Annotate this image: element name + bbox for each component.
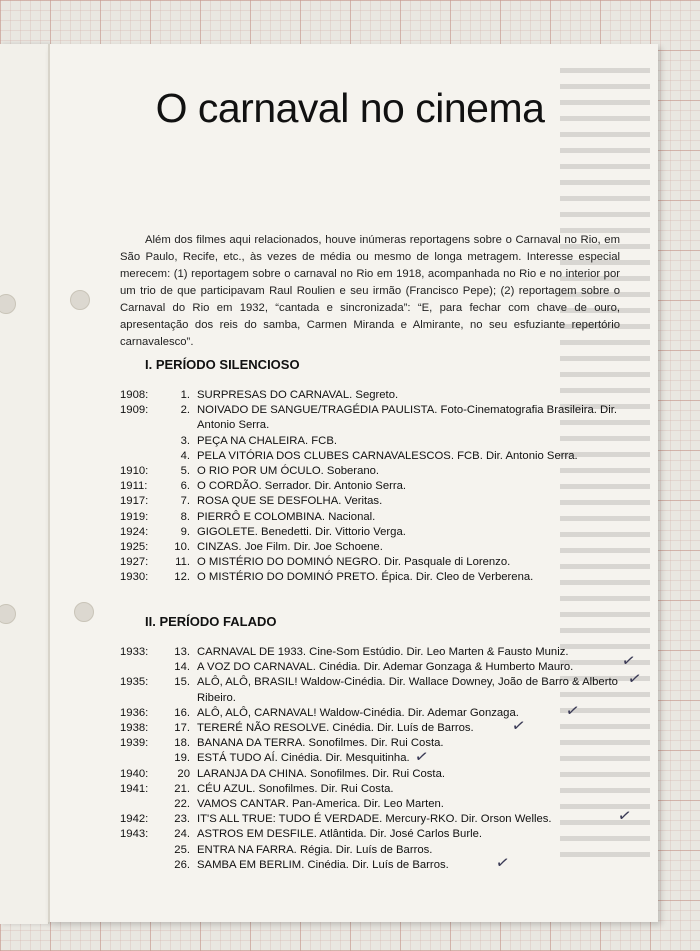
entry-year: 1909: (120, 404, 149, 417)
film-entry (120, 479, 640, 494)
film-entry (120, 494, 640, 509)
punch-hole-bottom (74, 602, 94, 622)
entry-number: 15. (174, 676, 190, 689)
entry-number: 7. (180, 495, 190, 508)
entry-text: ESTÁ TUDO AÍ. Cinédia. Dir. Mesquitinha. (197, 752, 410, 765)
film-entry (120, 706, 640, 721)
entry-number: 20 (177, 767, 190, 780)
intro-paragraph: Além dos filmes aqui relacionados, houve inúmeras reportagens sobre o Carnaval no Rio, em São Paulo, Recife, etc., às vezes de média ou mesmo de longa metragem. Interesse especial merecem: (1) reportagem sobre o carnaval no Rio em 1918, acompanhada no Rio e no interior por um trio de que participavam Raul Roulien e seu irmão (Francisco Pepe); (2) reportagem sobre o Carnaval do Rio em 1932, “cantada e sincronizada”: “E, para fechar com chave de ouro, apresentação dos reis do samba, Carmen Miranda e Almirante, no seu esfuziante repertório carnavalesco”. (120, 234, 620, 348)
entry-number: 24. (174, 828, 190, 841)
entry-text: CINZAS. Joe Film. Dir. Joe Schoene. (197, 541, 383, 554)
film-entry (120, 812, 640, 827)
entry-year: 1933: (120, 646, 149, 658)
entry-year: 1919: (120, 510, 149, 523)
entry-year: 1939: (120, 737, 149, 750)
previous-page-edge (0, 44, 49, 924)
checkmark-icon: ✓ (620, 649, 637, 672)
entry-number: 21. (174, 782, 190, 795)
section-title-silent: I. PERÍODO SILENCIOSO (145, 357, 300, 372)
entry-text: ALÔ, ALÔ, BRASIL! Waldow-Cinédia. Dir. Wallace Downey, João de Barro & Alberto Ribeiro. (197, 676, 618, 704)
entry-text: O RIO POR UM ÓCULO. Soberano. (197, 465, 380, 478)
entry-text: O CORDÃO. Serrador. Dir. Antonio Serra. (197, 480, 407, 493)
entry-number: 23. (174, 813, 190, 826)
film-entry (120, 540, 640, 555)
entry-year: 1924: (120, 525, 149, 538)
entry-number: 13. (174, 646, 190, 658)
entry-number: 5. (180, 465, 190, 478)
film-entry (120, 464, 640, 479)
entry-text: O MISTÉRIO DO DOMINÓ NEGRO. Dir. Pasquale di Lorenzo. (197, 556, 511, 569)
film-entry (120, 570, 640, 585)
sound-period-list (120, 645, 640, 873)
entry-text: SAMBA EM BERLIM. Cinédia. Dir. Luís de Barros. (197, 858, 449, 871)
punch-hole-top (70, 290, 90, 310)
entry-text: CÉU AZUL. Sonofilmes. Dir. Rui Costa. (197, 782, 394, 795)
film-entry (120, 434, 640, 449)
film-entry (120, 449, 640, 464)
entry-text: VAMOS CANTAR. Pan-America. Dir. Leo Marten. (197, 798, 444, 811)
entry-text: SURPRESAS DO CARNAVAL. Segreto. (197, 389, 399, 401)
film-entry (120, 736, 640, 751)
section-title-sound: II. PERÍODO FALADO (145, 614, 277, 629)
entry-text: A VOZ DO CARNAVAL. Cinédia. Dir. Ademar Gonzaga & Humberto Mauro. (197, 661, 574, 674)
entry-year: 1917: (120, 495, 149, 508)
entry-number: 26. (174, 858, 190, 871)
entry-number: 19. (174, 752, 190, 765)
entry-number: 10. (174, 541, 190, 554)
entry-number: 3. (180, 434, 190, 447)
entry-text: TERERÉ NÃO RESOLVE. Cinédia. Dir. Luís de Barros. (197, 722, 474, 735)
entry-number: 11. (175, 556, 190, 569)
film-entry (120, 555, 640, 570)
entry-year: 1936: (120, 706, 149, 719)
entry-text: O MISTÉRIO DO DOMINÓ PRETO. Épica. Dir. Cleo de Verberena. (197, 571, 534, 584)
entry-year: 1940: (120, 767, 149, 780)
entry-text: ROSA QUE SE DESFOLHA. Veritas. (197, 495, 383, 508)
entry-text: ENTRA NA FARRA. Régia. Dir. Luís de Barros. (197, 843, 433, 856)
entry-text: PELA VITÓRIA DOS CLUBES CARNAVALESCOS. FCB. Dir. Antonio Serra. (197, 449, 578, 462)
entry-text: NOIVADO DE SANGUE/TRAGÉDIA PAULISTA. Foto-Cinematografia Brasileira. Dir. Antonio Serra. (197, 404, 617, 432)
entry-number: 2. (180, 404, 190, 417)
entry-year: 1943: (120, 828, 149, 841)
film-entry (120, 797, 640, 812)
entry-year: 1942: (120, 813, 149, 826)
entry-text: PEÇA NA CHALEIRA. FCB. (197, 434, 337, 447)
entry-number: 8. (180, 510, 190, 523)
film-entry (120, 827, 640, 842)
entry-text: IT'S ALL TRUE: TUDO É VERDADE. Mercury-RKO. Dir. Orson Welles. (197, 813, 552, 826)
film-entry (120, 767, 640, 782)
film-entry (120, 721, 640, 736)
entry-number: 18. (174, 737, 190, 750)
entry-number: 4. (180, 449, 190, 462)
checkmark-icon: ✓ (616, 804, 633, 827)
entry-year: 1935: (120, 676, 149, 689)
film-entry (120, 388, 640, 403)
entry-text: GIGOLETE. Benedetti. Dir. Vittorio Verga. (197, 525, 406, 538)
checkmark-icon: ✓ (494, 851, 511, 874)
entry-number: 22. (174, 798, 190, 811)
entry-year: 1908: (120, 389, 149, 401)
film-entry (120, 858, 640, 873)
entry-year: 1930: (120, 571, 149, 584)
film-entry (120, 525, 640, 540)
entry-year: 1925: (120, 541, 149, 554)
checkmark-icon: ✓ (564, 699, 581, 722)
page-title: O carnaval no cinema (155, 85, 545, 131)
entry-year: 1941: (120, 782, 149, 795)
checkmark-icon: ✓ (626, 667, 643, 690)
entry-year: 1910: (120, 465, 149, 478)
film-entry (120, 660, 640, 675)
film-entry (120, 645, 640, 660)
film-entry (120, 751, 640, 766)
binder-hole-2 (0, 604, 16, 624)
entry-year: 1911: (120, 480, 148, 493)
entry-number: 9. (180, 525, 190, 538)
entry-number: 14. (174, 661, 190, 674)
entry-number: 16. (174, 706, 190, 719)
entry-number: 17. (174, 722, 190, 735)
entry-text: LARANJA DA CHINA. Sonofilmes. Dir. Rui Costa. (197, 767, 445, 780)
entry-year: 1927: (120, 556, 149, 569)
entry-text: PIERRÔ E COLOMBINA. Nacional. (197, 510, 376, 523)
binder-hole-1 (0, 294, 16, 314)
entry-number: 6. (180, 480, 190, 493)
film-entry (120, 510, 640, 525)
entry-text: CARNAVAL DE 1933. Cine-Som Estúdio. Dir. Leo Marten & Fausto Muniz. (197, 646, 569, 658)
checkmark-icon: ✓ (510, 714, 527, 737)
entry-text: BANANA DA TERRA. Sonofilmes. Dir. Rui Costa. (197, 737, 444, 750)
entry-text: ALÔ, ALÔ, CARNAVAL! Waldow-Cinédia. Dir. Ademar Gonzaga. (197, 706, 519, 719)
film-entry (120, 403, 640, 433)
film-entry (120, 782, 640, 797)
entry-text: ASTROS EM DESFILE. Atlântida. Dir. José Carlos Burle. (197, 828, 483, 841)
entry-number: 1. (180, 389, 190, 401)
silent-period-list (120, 388, 640, 586)
entry-year: 1938: (120, 722, 149, 735)
entry-number: 25. (174, 843, 190, 856)
film-entry (120, 675, 640, 705)
checkmark-icon: ✓ (413, 745, 430, 768)
entry-number: 12. (174, 571, 190, 584)
film-entry (120, 843, 640, 858)
